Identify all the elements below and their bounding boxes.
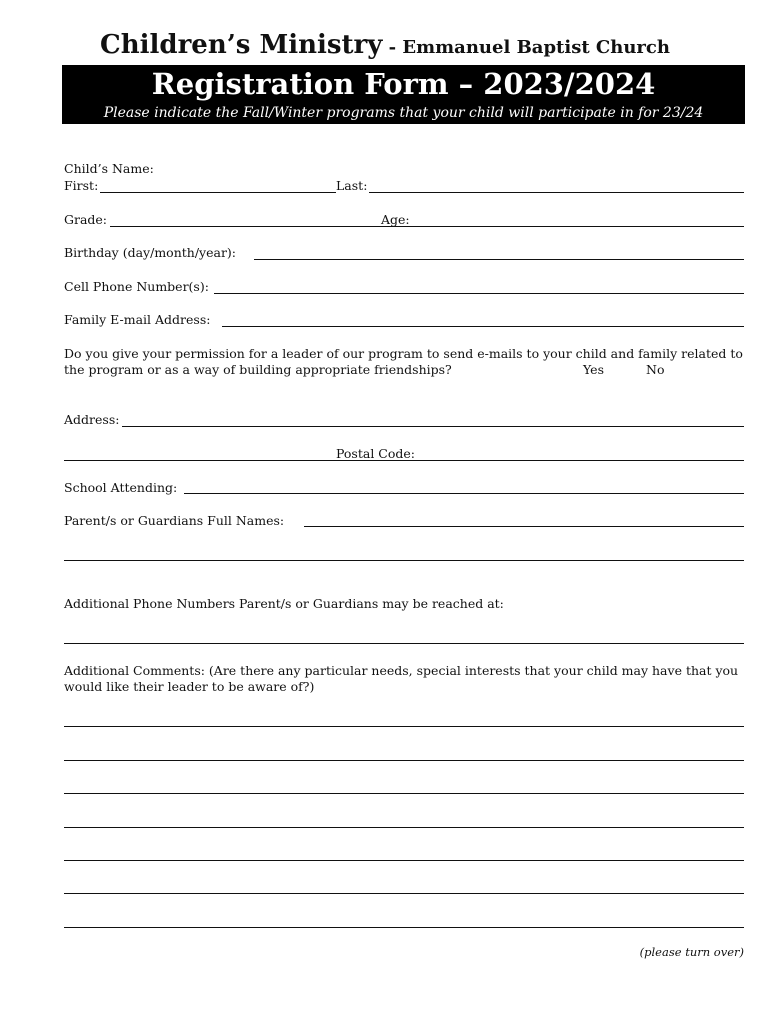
comments-line-2[interactable]: [64, 760, 744, 761]
turn-over-note: (please turn over): [639, 945, 744, 959]
last-name-label: Last:: [336, 178, 368, 193]
title-separator: -: [382, 37, 403, 58]
comments-line-3[interactable]: [64, 793, 744, 794]
postal-code-label: Postal Code:: [336, 446, 415, 461]
comments-line-1[interactable]: [64, 726, 744, 727]
cell-phone-field[interactable]: [214, 293, 744, 294]
permission-no-option[interactable]: No: [646, 362, 665, 377]
address-field[interactable]: [122, 426, 744, 427]
ministry-title: Children’s Ministry: [100, 30, 383, 60]
birthday-label: Birthday (day/month/year):: [64, 245, 237, 260]
comments-label: Additional Comments: (Are there any particular needs, special interests that your child may have that you would like their leader to be aware of?): [64, 663, 739, 694]
additional-phones-label: Additional Phone Numbers Parent/s or Guardians may be reached at:: [64, 596, 504, 611]
birthday-field[interactable]: [254, 259, 744, 260]
comments-line-5[interactable]: [64, 860, 744, 861]
school-field[interactable]: [184, 493, 744, 494]
comments-line-7[interactable]: [64, 927, 744, 928]
comments-line-6[interactable]: [64, 893, 744, 894]
form-title: Registration Form – 2023/2024: [151, 67, 656, 101]
form-heading: [0, 30, 770, 60]
parents-field-line-2[interactable]: [64, 560, 744, 561]
title-banner: [62, 65, 745, 124]
grade-label: Grade:: [64, 212, 108, 227]
last-name-field[interactable]: [369, 192, 744, 193]
additional-phones-field[interactable]: [64, 643, 744, 644]
age-label: Age:: [381, 212, 410, 227]
grade-age-field[interactable]: [110, 226, 744, 227]
parents-field[interactable]: [304, 526, 744, 527]
school-label: School Attending:: [64, 480, 178, 495]
first-name-label: First:: [64, 178, 99, 193]
program-instruction: Please indicate the Fall/Winter programs that your child will participate in for 23/24: [103, 105, 704, 121]
address-label: Address:: [64, 412, 120, 427]
comments-line-4[interactable]: [64, 827, 744, 828]
childs-name-label: Child’s Name:: [64, 161, 154, 176]
cell-phone-label: Cell Phone Number(s):: [64, 279, 209, 294]
church-name: Emmanuel Baptist Church: [402, 37, 670, 58]
parents-label: Parent/s or Guardians Full Names:: [64, 513, 285, 528]
family-email-field[interactable]: [222, 326, 744, 327]
permission-text: Do you give your permission for a leader of our program to send e-mails to your child and family related to the program or as a way of building appropriate friendships?: [64, 346, 743, 377]
family-email-label: Family E-mail Address:: [64, 312, 211, 327]
first-name-field[interactable]: [100, 192, 336, 193]
permission-yes-option[interactable]: Yes: [583, 362, 604, 377]
